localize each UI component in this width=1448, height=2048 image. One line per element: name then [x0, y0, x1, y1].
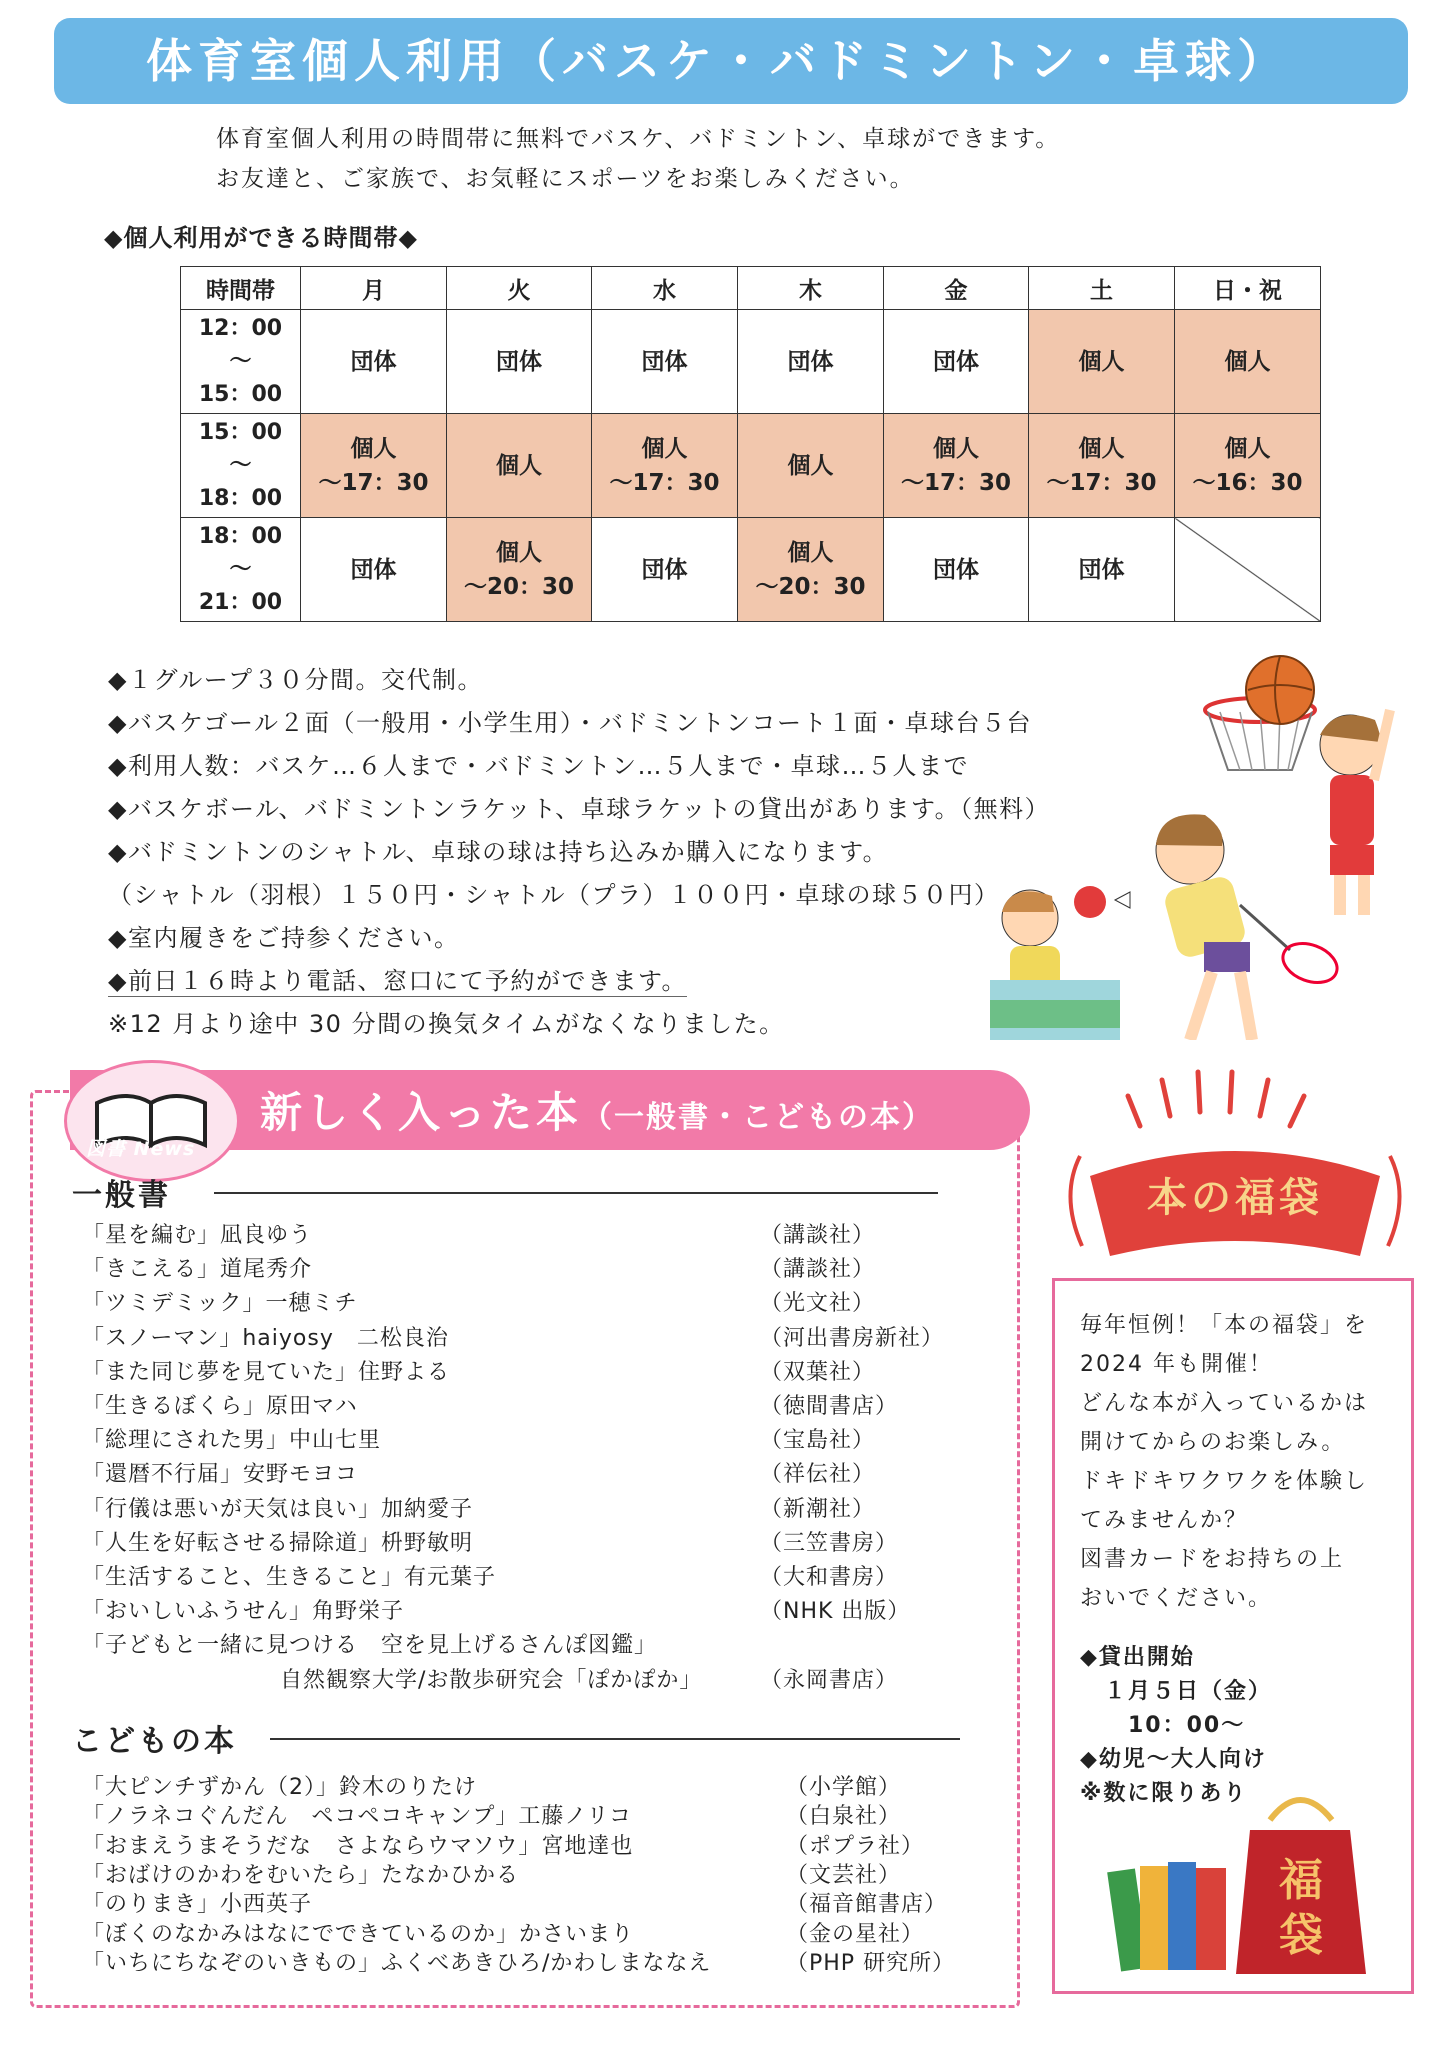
- books-banner-title: [260, 1080, 934, 1140]
- note-1: ◆１グループ３０分間。交代制。: [108, 666, 484, 694]
- cell-text: ～17：30: [1046, 469, 1157, 496]
- cell-text: 団体: [933, 348, 979, 375]
- book-publisher: （双葉社）: [760, 1359, 876, 1385]
- cell-text: 個人: [496, 452, 542, 479]
- books-and-bag-illustration: [1100, 1790, 1400, 1980]
- group-cell: [592, 310, 738, 414]
- note-2: ◆バスケゴール２面（一般用・小学生用）・バドミントンコート１面・卓球台５台: [108, 709, 1033, 737]
- individual-cell: [884, 414, 1029, 518]
- book-title: 「のりまき」小西英子: [82, 1892, 313, 1918]
- children-books-heading: こどもの本: [72, 1724, 237, 1759]
- individual-cell: [738, 414, 884, 518]
- group-cell: [301, 518, 447, 622]
- table-tennis-player-icon: [1002, 886, 1106, 990]
- fuku-text-7: 図書カードをお持ちの上: [1080, 1547, 1345, 1572]
- book-publisher: （金の星社）: [786, 1921, 925, 1947]
- time-slot-text: ～: [229, 557, 252, 582]
- cell-text: 個人: [1078, 348, 1125, 375]
- book-title: 「行儀は悪いが天気は良い」加納愛子: [82, 1496, 474, 1522]
- individual-cell: [1029, 414, 1175, 518]
- cell-text: 団体: [350, 556, 397, 583]
- note-3: ◆利用人数：バスケ…６人まで・バドミントン…５人まで・卓球…５人まで: [108, 752, 969, 780]
- book-publisher: （三笠書房）: [760, 1530, 899, 1556]
- fuku-detail-2: １月５日（金）: [1080, 1679, 1273, 1704]
- book-publisher: （宝島社）: [760, 1428, 876, 1454]
- cell-text: 団体: [933, 556, 979, 583]
- note-9: ※12 月より途中 30 分間の換気タイムがなくなりました。: [108, 1010, 785, 1038]
- cell-text: 個人: [1224, 435, 1271, 462]
- note-7: ◆室内履きをご持参ください。: [108, 924, 460, 952]
- book-title: 「また同じ夢を見ていた」住野よる: [82, 1359, 451, 1385]
- cell-text: 団体: [1078, 556, 1125, 583]
- fuku-text-2: 2024 年も開催！: [1080, 1352, 1273, 1377]
- time-slot-text: ～: [229, 453, 252, 478]
- note-4: ◆バスケボール、バドミントンラケット、卓球ラケットの貸出があります。（無料）: [108, 795, 1051, 823]
- col-header: 月: [301, 267, 447, 310]
- individual-cell: [592, 414, 738, 518]
- cell-text: ～16：30: [1192, 469, 1303, 496]
- book-title: 「ノラネコぐんだん ペコペコキャンプ」工藤ノリコ: [82, 1804, 633, 1830]
- col-header: 時間帯: [181, 267, 301, 310]
- sports-illustration: [990, 650, 1410, 1040]
- cell-text: 個人: [1078, 435, 1125, 462]
- book-publisher: （NHK 出版）: [760, 1599, 911, 1625]
- book-publisher: （祥伝社）: [760, 1462, 876, 1488]
- book-publisher: （文芸社）: [786, 1862, 902, 1888]
- intro-line-1: 体育室個人利用の時間帯に無料でバスケ、バドミントン、卓球ができます。: [216, 126, 1061, 152]
- group-cell: [1029, 518, 1175, 622]
- general-books-heading: 一般書: [72, 1178, 171, 1213]
- book-title: 「還暦不行届」安野モヨコ: [82, 1462, 359, 1488]
- cell-text: 団体: [496, 348, 542, 375]
- book-title: 「生活すること、生きること」有元葉子: [82, 1565, 497, 1590]
- schedule-row: [181, 414, 1321, 518]
- book-publisher: （福音館書店）: [786, 1892, 948, 1918]
- book-publisher: （小学館）: [786, 1775, 902, 1800]
- cell-text: ～17：30: [900, 469, 1011, 496]
- schedule-row: [181, 310, 1321, 414]
- book-publisher: （河出書房新社）: [760, 1325, 945, 1351]
- note-8: ◆前日１６時より電話、窓口にて予約ができます。: [108, 961, 687, 997]
- cell-text: 団体: [787, 348, 834, 375]
- note-5: ◆バドミントンのシャトル、卓球の球は持ち込みか購入になります。: [108, 838, 889, 866]
- col-header: 日・祝: [1175, 267, 1321, 310]
- book-publisher: （PHP 研究所）: [786, 1950, 956, 1976]
- badminton-player-icon: [1156, 814, 1252, 1040]
- fuku-detail-5: ※数に限りあり: [1080, 1781, 1248, 1806]
- book-title: 「いちにちなぞのいきもの」ふくべあきひろ/かわしまななえ: [82, 1950, 712, 1976]
- fan-rays-icon: [1120, 1066, 1340, 1136]
- fuku-detail-4: ◆幼児～大人向け: [1080, 1747, 1267, 1772]
- open-book-icon: [67, 1063, 237, 1179]
- cell-text: ～20：30: [755, 573, 866, 600]
- cell-text: 個人: [933, 435, 979, 462]
- group-cell: [738, 310, 884, 414]
- library-news-badge: [64, 1060, 240, 1182]
- fuku-text-8: おいでください。: [1080, 1586, 1273, 1611]
- badminton-racket-icon: [1240, 905, 1342, 989]
- schedule-header-row: [181, 267, 1321, 310]
- time-slot-cell: [181, 414, 301, 518]
- basketball-player-icon: [1320, 710, 1390, 915]
- book-title: 「おいしいふうせん」角野栄子: [82, 1599, 405, 1625]
- individual-cell: [1175, 310, 1321, 414]
- individual-cell: [1029, 310, 1175, 414]
- time-slot-text: 15：00: [198, 382, 283, 407]
- book-title: 「ぼくのなかみはなにでできているのか」かさいまり: [82, 1921, 635, 1947]
- col-header: 火: [447, 267, 592, 310]
- fuku-text-1: 毎年恒例！「本の福袋」を: [1080, 1313, 1369, 1338]
- book-title: 「きこえる」道尾秀介: [82, 1257, 313, 1283]
- cell-text: 団体: [641, 556, 688, 583]
- individual-cell: [1175, 414, 1321, 518]
- bag-char-2: 袋: [1279, 1910, 1323, 1961]
- page-title-banner: 体育室個人利用（バスケ・バドミントン・卓球）: [54, 18, 1408, 104]
- individual-cell: [738, 518, 884, 622]
- individual-cell: [447, 414, 592, 518]
- book-publisher: （新潮社）: [760, 1496, 876, 1522]
- book-publisher: （白泉社）: [786, 1804, 902, 1830]
- book-title: 「おばけのかわをむいたら」たなかひかる: [82, 1862, 520, 1888]
- cell-text: 個人: [496, 539, 542, 566]
- cell-text: ～17：30: [609, 469, 720, 496]
- col-header: 木: [738, 267, 884, 310]
- book-publisher: （講談社）: [760, 1223, 876, 1248]
- cell-text: 個人: [1224, 348, 1271, 375]
- col-header: 土: [1029, 267, 1175, 310]
- book-publisher: （光文社）: [760, 1291, 876, 1317]
- library-news-label: 図書 News: [86, 1138, 196, 1160]
- cell-text: 団体: [641, 348, 688, 375]
- book-publisher: （永岡書店）: [760, 1667, 899, 1693]
- book-title: 「大ピンチずかん（2）」鈴木のりたけ: [82, 1775, 477, 1800]
- books-title-sub: （一般書・こどもの本）: [582, 1100, 935, 1135]
- group-cell: [447, 310, 592, 414]
- book-publisher: （ポプラ社）: [786, 1833, 925, 1859]
- general-heading-rule: [214, 1192, 938, 1194]
- ping-pong-paddle-icon: [1074, 886, 1106, 918]
- cell-text: 個人: [350, 435, 397, 462]
- books-stack-icon: [1107, 1862, 1226, 1971]
- time-slot-text: ～: [229, 349, 252, 374]
- schedule-heading: ◆個人利用ができる時間帯◆: [104, 224, 418, 252]
- time-slot-text: 18：00: [198, 486, 283, 511]
- book-title: 「子どもと一緒に見つける 空を見上げるさんぽ図鑑」: [82, 1633, 658, 1659]
- schedule-table: [180, 266, 1321, 622]
- book-title: 「スノーマン」haiyosy 二松良治: [82, 1325, 449, 1351]
- group-cell: [301, 310, 447, 414]
- time-slot-text: 15：00: [198, 420, 283, 445]
- book-title: 「ツミデミック」一穂ミチ: [82, 1291, 358, 1317]
- cell-text: 個人: [641, 435, 688, 462]
- cell-text: 個人: [787, 452, 834, 479]
- fuku-text-6: てみませんか？: [1080, 1508, 1249, 1533]
- col-header: 水: [592, 267, 738, 310]
- fuku-text-5: ドキドキワクワクを体験し: [1080, 1469, 1369, 1494]
- cell-text: 個人: [787, 539, 834, 566]
- group-cell: [884, 310, 1029, 414]
- fuku-detail-3: 10：00～: [1080, 1713, 1246, 1738]
- book-publisher: （大和書房）: [760, 1565, 899, 1590]
- fuku-text-4: 開けてからのお楽しみ。: [1080, 1430, 1346, 1455]
- closed-cell: [1175, 518, 1321, 622]
- group-cell: [592, 518, 738, 622]
- time-slot-text: 21：00: [198, 590, 283, 615]
- book-title: 「おまえうまそうだな さよならウマソウ」宮地達也: [82, 1833, 634, 1859]
- schedule-row: [181, 518, 1321, 622]
- intro-line-2: お友達と、ご家族で、お気軽にスポーツをお楽しみください。: [216, 166, 915, 192]
- cell-text: ～17：30: [318, 469, 429, 496]
- fuku-text-3: どんな本が入っているかは: [1080, 1391, 1369, 1416]
- time-slot-cell: [181, 518, 301, 622]
- book-title: 自然観察大学/お散歩研究会「ぽかぽか」: [280, 1667, 703, 1693]
- fukubukuro-title: 本の福袋: [1147, 1175, 1323, 1221]
- bag-char-1: 福: [1279, 1855, 1323, 1906]
- book-title: 「総理にされた男」中山七里: [82, 1428, 382, 1454]
- basketball-icon: [1246, 656, 1314, 724]
- book-title: 「生きるぼくら」原田マハ: [82, 1394, 358, 1419]
- shuttlecock-icon: [1115, 892, 1130, 908]
- col-header: 金: [884, 267, 1029, 310]
- fuku-detail-1: ◆貸出開始: [1080, 1645, 1195, 1670]
- book-title: 「人生を好転させる掃除道」枡野敏明: [82, 1530, 474, 1556]
- individual-cell: [301, 414, 447, 518]
- children-heading-rule: [270, 1738, 960, 1740]
- individual-cell: [447, 518, 592, 622]
- note-6: （シャトル（羽根）１５０円・シャトル（プラ）１００円・卓球の球５０円）: [108, 881, 1000, 909]
- time-slot-text: 12：00: [198, 316, 283, 341]
- books-title-main: 新しく入った本: [260, 1088, 583, 1137]
- cell-text: 団体: [350, 348, 397, 375]
- cell-text: ～20：30: [463, 573, 574, 600]
- time-slot-cell: [181, 310, 301, 414]
- fukubukuro-bag-icon: [1236, 1800, 1366, 1974]
- book-publisher: （徳間書店）: [760, 1394, 899, 1419]
- book-title: 「星を編む」凪良ゆう: [82, 1223, 313, 1248]
- group-cell: [884, 518, 1029, 622]
- time-slot-text: 18：00: [198, 524, 283, 549]
- book-publisher: （講談社）: [760, 1257, 876, 1283]
